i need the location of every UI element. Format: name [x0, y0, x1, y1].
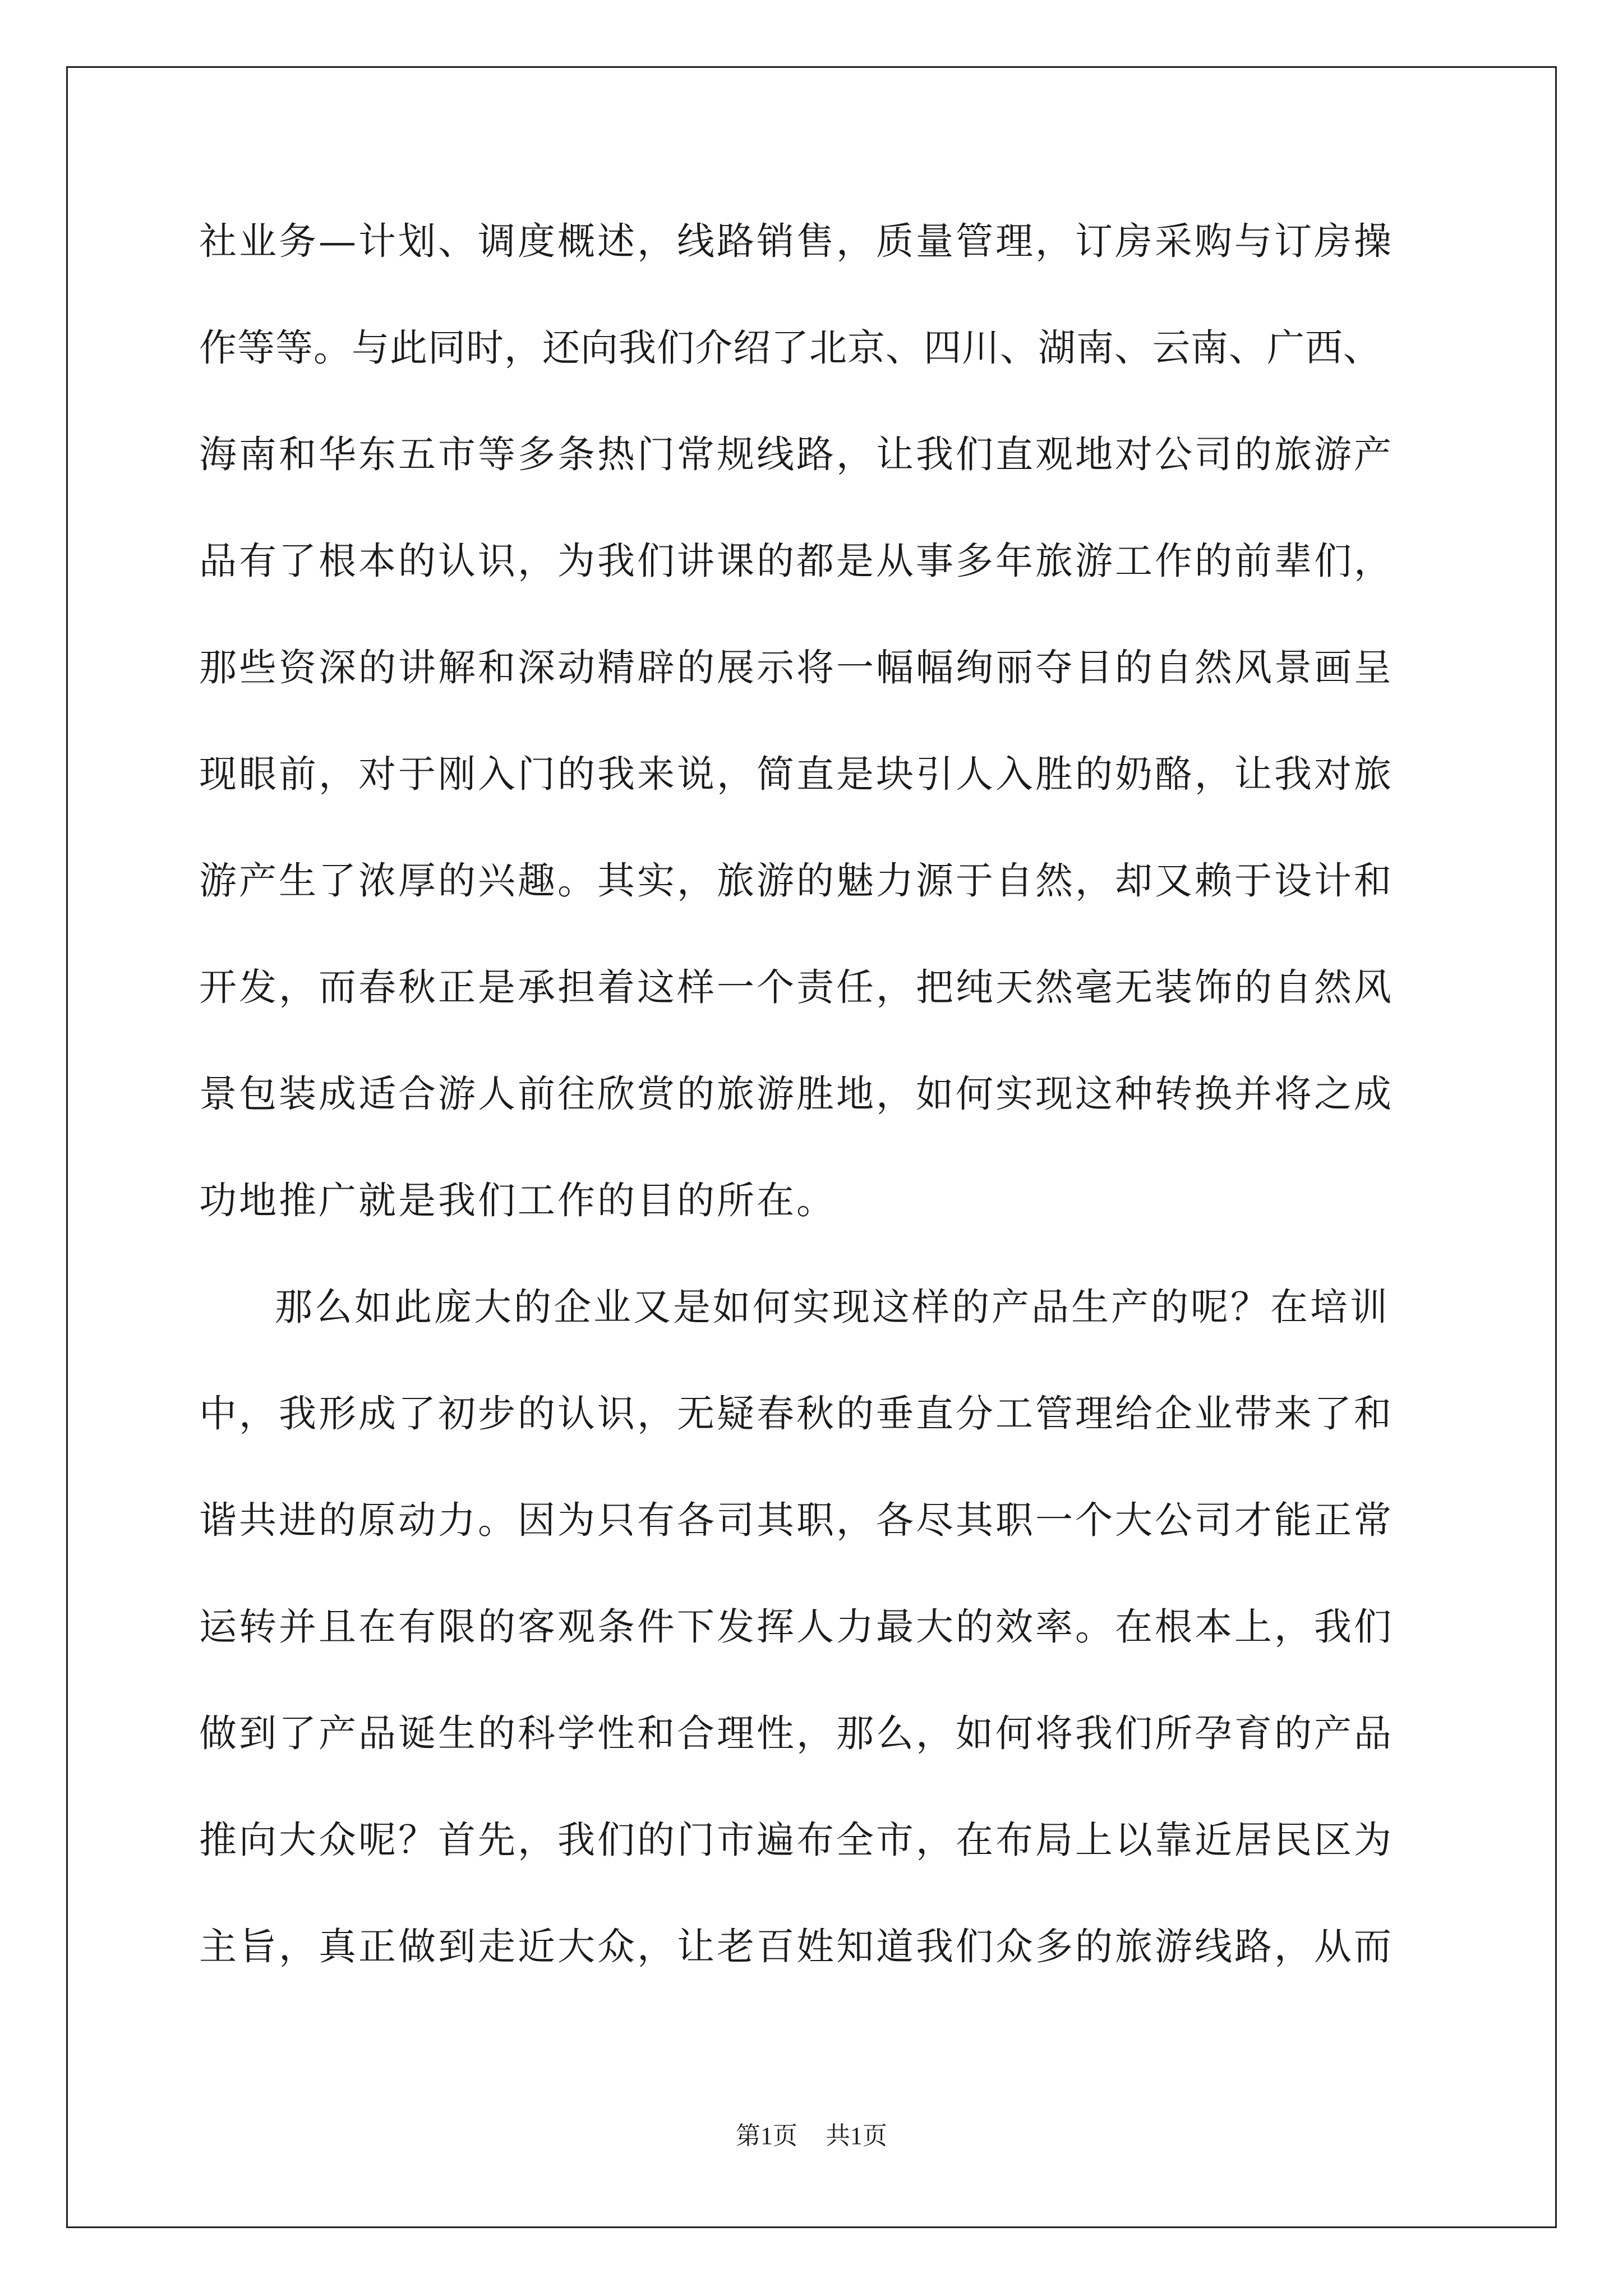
text-line: 海南和华东五市等多条热门常规线路，让我们直观地对公司的旅游产 — [199, 432, 1394, 476]
page-number: 第1页 — [736, 2122, 797, 2150]
text-line: 开发，而春秋正是承担着这样一个责任，把纯天然毫无装饰的自然风 — [199, 965, 1394, 1009]
text-line: 那些资深的讲解和深动精辟的展示将一幅幅绚丽夺目的自然风景画呈 — [199, 646, 1394, 689]
text-line: 品有了根本的认识，为我们讲课的都是从事多年旅游工作的前辈们， — [199, 539, 1394, 583]
page-total: 共1页 — [826, 2122, 887, 2150]
text-line: 作等等。与此同时，还向我们介绍了北京、四川、湖南、云南、广西、 — [199, 326, 1381, 370]
text-line: 推向大众呢？首先，我们的门市遍布全市，在布局上以靠近居民区为 — [199, 1818, 1394, 1862]
text-line: 景包装成适合游人前往欣赏的旅游胜地，如何实现这种转换并将之成 — [199, 1072, 1394, 1116]
text-line: 谐共进的原动力。因为只有各司其职，各尽其职一个大公司才能正常 — [199, 1498, 1394, 1542]
text-line: 游产生了浓厚的兴趣。其实，旅游的魅力源于自然，却又赖于设计和 — [199, 859, 1394, 903]
text-line: 主旨，真正做到走近大众，让老百姓知道我们众多的旅游线路，从而 — [199, 1925, 1394, 1968]
text-line: 社业务—计划、调度概述，线路销售，质量管理，订房采购与订房操 — [199, 219, 1394, 263]
paragraph-first-line: 那么如此庞大的企业又是如何实现这样的产品生产的呢？在培训 — [275, 1285, 1390, 1329]
document-body — [199, 216, 1433, 2028]
text-line: 功地推广就是我们工作的目的所在。 — [199, 1179, 836, 1222]
text-line: 现眼前，对于刚入门的我来说，简直是块引人入胜的奶酪，让我对旅 — [199, 752, 1394, 796]
text-line: 做到了产品诞生的科学性和合理性，那么，如何将我们所孕育的产品 — [199, 1711, 1394, 1755]
page-footer — [0, 2120, 1623, 2152]
text-line: 运转并且在有限的客观条件下发挥人力最大的效率。在根本上，我们 — [199, 1605, 1394, 1649]
text-line: 中，我形成了初步的认识，无疑春秋的垂直分工管理给企业带来了和 — [199, 1392, 1394, 1435]
